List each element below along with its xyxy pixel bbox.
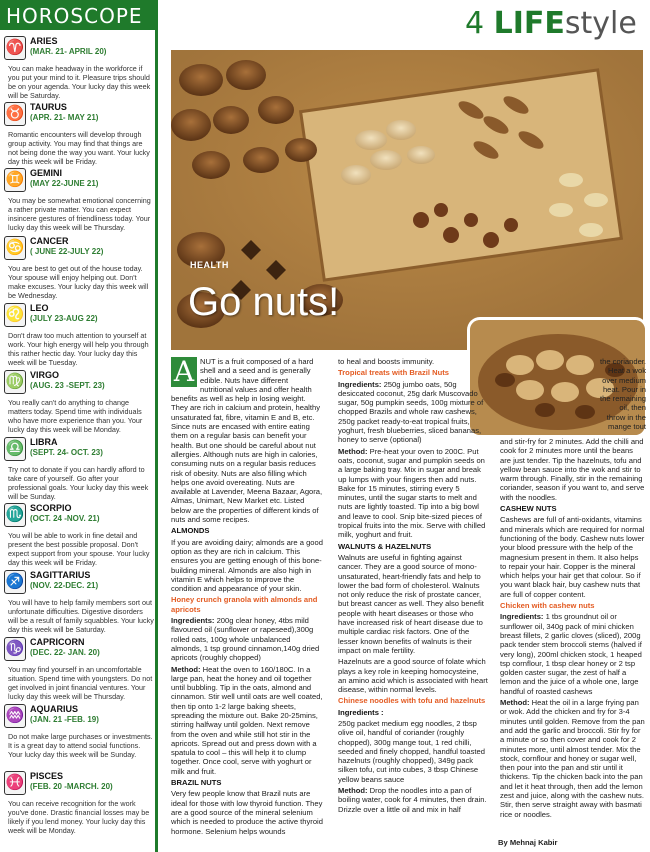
sign-dates: (OCT. 24 -NOV. 21) (30, 514, 100, 523)
paragraph (171, 665, 323, 777)
article-column-2 (338, 357, 488, 816)
paragraph (338, 786, 488, 814)
recipe-title (500, 601, 646, 610)
label: Method: (171, 664, 201, 674)
sign-dates: (JULY 23-AUG 22) (30, 314, 98, 323)
aries-icon: ♈ (4, 36, 26, 60)
label: Method: (338, 786, 368, 796)
section-brand (465, 6, 637, 41)
sign-name: VIRGO (30, 370, 60, 380)
sign-dates: (FEB. 20 -MARCH. 20) (30, 782, 113, 791)
text: Pre-heat your oven to 200C. Put oats, coconut, sugar and pumpkin seeds on a large baking tray. Mix in sugar and break up lumps with your fingers then add nuts. Bake for 15 minutes, stirring every 5 minutes, until the sugar starts to melt and nuts are lightly toasted. Tip into a big bowl and leave to cool. Snip bite-sized pieces of tropical fruits into the mix. Serve with chilled milk, yoghurt and fruit. (338, 446, 486, 540)
article-column-3-intro (600, 357, 646, 433)
paragraph (338, 447, 488, 540)
brand-life: LIFE (493, 6, 565, 41)
text: CASHEW NUTS (500, 504, 557, 514)
sign-forecast: You may find yourself in an uncomfortable situation. Spend time with youngsters. Do not get involved in joint financial ventures. Your lucky day this week will be Thursday. (8, 665, 153, 701)
text: 250g packet medium egg noodles, 2 tbsp olive oil, handful of coriander (roughly chopped), 300g mange tout, 1 red chilli, seeded and finely chopped, handful toasted hazelnuts (roughly chopped), 349g pack silken tofu, cut into cubes, 3 tbsp Chinese yellow beans sauce (338, 718, 485, 784)
brand-number: 4 (465, 6, 485, 41)
virgo-icon: ♍ (4, 370, 26, 394)
text: Heat the oven to 160/180C. In a large pan, heat the honey and oil together until bubbling. Tip in the oats, almond and cinnamon. Stir well until oats are well coated, then tip onto 1-2 large baking sheets, spreading the mixture out. Bake 20-25mins, stirring halfway until golden. Next remove from the oven and while still hot stir in the apricots. Spread out and press down with a spatula to cool – this will help it to clump together. Once cool, serve with yoghurt or milk and fruit. (171, 664, 323, 776)
sagittarius-icon: ♐ (4, 570, 26, 594)
sign-forecast: You are best to get out of the house today. Your spouse will enjoy helping out. Don't make excuses. Your lucky day this week will be Wednesday. (8, 264, 149, 300)
text: Walnuts are useful in fighting against cancer. They are a good source of mono-unsaturated, heart-friendly fats and help to lower the bad form of cholesterol. Walnuts not only reduce the risk of prostate cancer, but breast cancer as well. They also benefit people with heart diseases or those who have increased risk of heart disease due to multiple cardiac risk factors. One of the lesser known benefits of walnuts is their impact on male fertility. (338, 552, 484, 655)
text: Ingredients : (338, 707, 384, 717)
text: Tropical treats with Brazil Nuts (338, 368, 449, 378)
paragraph (338, 357, 488, 366)
sign-dates: (JAN. 21 -FEB. 19) (30, 715, 99, 724)
text: Cashews are full of anti-oxidants, vitamins and minerals which are required for normal functioning of the body. Cashew nuts lower your blood pressure with the help of the magnesium present in them. It also helps to repair your hair. Copper is the mineral which helps your hair get that colour. So if you want black hair, buy cashew nuts that are full of copper content. (500, 515, 645, 599)
text: the coriander. Heat a wok over medium heat. Pour in the remaining oil, then throw in the mange tout (600, 357, 647, 432)
section-heading (500, 504, 646, 513)
scorpio-icon: ♏ (4, 503, 26, 527)
article-column-1 (171, 357, 323, 838)
text: Honey crunch granola with almonds and apricots (171, 595, 318, 614)
text: Chicken with cashew nuts (500, 601, 595, 611)
paragraph (600, 357, 646, 431)
sign-name: CANCER (30, 236, 69, 246)
text: Heat the oil in a large frying pan or wok. Add the chicken and fry for 3-4 minutes until golden. Remove from the pan and add the garlic and broccoli. Stir fry for a minute or so then cover and cook for 2 minutes more, until almost tender. Mix the stock, cornflour and honey or sugar well, then pour into the pan and stir until it thickens. Tip the chicken back into the pan and let it heat through, then add the lemon zest and juice, along with the cashew nuts. Stir, then serve straight away with basmati rice or noodles. (500, 698, 645, 819)
sign-forecast: Romantic encounters will develop through group activity. You may find that things are not being done the way you want. Your lucky day this week will be Friday. (8, 130, 150, 166)
gemini-icon: ♊ (4, 168, 26, 192)
sign-dates: (DEC. 22- JAN. 20) (30, 648, 100, 657)
sign-forecast: You can receive recognition for the work you've done. Drastic financial losses may be likely if you lend money. Your lucky day this week will be Monday. (8, 799, 150, 835)
libra-icon: ♎ (4, 437, 26, 461)
sign-forecast: Do not make large purchases or investments. It is a great day to attend social functions. Your lucky day this week will be Sunday. (8, 732, 153, 759)
sign-name: LEO (30, 303, 49, 313)
text: to heal and boosts immunity. (338, 357, 435, 366)
label: Method: (338, 446, 368, 456)
paragraph (338, 380, 488, 445)
text: ALMONDS (171, 526, 210, 536)
text: 200g clear honey, 4tbs mild flavoured oil (sunflower or rapeseed),300g rolled oats, 100g whole unbalanced almonds, 1 tsp ground cinnamon,140g dried apricots (roughly chopped) (171, 616, 320, 663)
cancer-icon: ♋ (4, 236, 26, 260)
sign-dates: (MAY 22-JUNE 21) (30, 179, 99, 188)
text: Hazelnuts are a good source of folate which plays a key role in keeping homocysteine, an amino acid which is associated with heart disease, within normal levels. (338, 657, 488, 695)
pisces-icon: ♓ (4, 771, 26, 795)
article-column-3 (500, 437, 646, 821)
paragraph (171, 538, 323, 594)
paragraph (500, 515, 646, 599)
text: NUT is a fruit composed of a hard shell and a seed and is generally edible. Nuts have different nutritional values and offer health benefits as well as help in losing weight. They are rich in calcium and protein, healthy unsaturated fat, fibre, vitamin E and B, etc. Since nuts are encased with entire eating them on a regular basis can benefit your health. But one should be careful about nut allergies. Although nuts are high in calories, consuming nuts on a regular basis reduces risk of obesity. Nuts are also filling which helps one avoid overeating. Nuts are available at Lavender, Meena Bazaar, Agora, Almas, Unimart, New Market etc. Listed below are the properties of different kinds of nuts and some recipes. (171, 357, 323, 525)
recipe-title (338, 368, 488, 377)
leo-icon: ♌ (4, 303, 26, 327)
sign-dates: (MAR. 21- APRIL 20) (30, 47, 107, 56)
sign-forecast: Don't draw too much attention to yourself at work. Your high energy will help you through this rather hectic day. Your lucky day this week will be Tuesday. (8, 331, 149, 367)
brand-style: style (564, 6, 637, 41)
section-heading (338, 708, 488, 717)
sign-forecast: You will be able to work in fine detail and present the best possible proposal. Don't expect support from your spouse. Your lucky day this week will be Friday. (8, 531, 150, 567)
paragraph (500, 612, 646, 696)
sign-name: SAGITTARIUS (30, 570, 91, 580)
capricorn-icon: ♑ (4, 637, 26, 661)
text: Chinese noodles with tofu and hazelnuts (338, 696, 486, 706)
text: If you are avoiding dairy; almonds are a good option as they are rich in calcium. This ensures you are getting enough of this bone-building mineral. Almonds are also high in vitamin E which helps to improve the condition and appearance of your skin. (171, 537, 323, 594)
section-heading (338, 542, 488, 551)
paragraph (171, 616, 323, 662)
paragraph (338, 657, 488, 694)
recipe-title (171, 595, 323, 614)
sign-name: TAURUS (30, 102, 67, 112)
article-headline: Go nuts! (188, 280, 340, 324)
paragraph (338, 553, 488, 655)
taurus-icon: ♉ (4, 102, 26, 126)
label: Ingredients: (500, 612, 544, 622)
article-category: HEALTH (190, 260, 229, 270)
section-heading (171, 526, 323, 535)
sign-dates: (APR. 21- MAY 21) (30, 113, 99, 122)
sign-dates: ( JUNE 22-JULY 22) (30, 247, 104, 256)
recipe-title (338, 696, 488, 705)
paragraph (500, 437, 646, 502)
sign-name: CAPRICORN (30, 637, 85, 647)
label: Ingredients: (171, 616, 215, 626)
label: Method: (500, 698, 530, 708)
section-heading (171, 778, 323, 787)
text: 1 tbs groundnut oil or sunflower oil, 340g pack of mini chicken breast fillets, 2 garlic cloves (sliced), 200g pack tender stem broccoli stems (halved if very long), 200ml chicken stock, 1 heaped tsp cornflour, 1 tbsp clear honey or 2 tsp golden caster sugar, the zest of half a lemon and the juice of a whole one, large handful of roasted cashews (500, 612, 642, 696)
article-byline: By Mehnaj Kabir (498, 838, 558, 847)
text: Drop the noodles into a pan of boiling water, cook for 4 minutes, then drain. Drizzle over a little oil and mix in half (338, 786, 487, 814)
text: 250g jumbo oats, 50g desiccated coconut, 25g dark Muscovado sugar, 50g pumpkin seeds, 100g mixture of chopped Brazils and whole raw cashews, 250g packet ready-to-eat tropical fruits, yoghurt, fresh blueberries, sliced bananas, honey to serve (optional) (338, 379, 484, 445)
sign-forecast: Try not to donate if you can hardly afford to take care of yourself. Go after your professional goals. Your lucky day this week will be Sunday. (8, 465, 149, 501)
sign-forecast: You can make headway in the workforce if you put your mind to it. Pleasure trips should be on your agenda. Your lucky day this week will be Saturday. (8, 64, 151, 100)
article-dropcap: A (171, 357, 197, 387)
sign-name: AQUARIUS (30, 704, 79, 714)
sign-forecast: You will have to help family members sort out unfortunate difficulties. Digestive disorders will be a result of family squabbles. Your lucky day this week will be Saturday. (8, 598, 154, 634)
sign-name: GEMINI (30, 168, 63, 178)
sign-name: PISCES (30, 771, 64, 781)
text: Very few people know that Brazil nuts are ideal for those with low thyroid function. They are a good source of the mineral selenium which is needed to produce the active thyroid hormone. Selenium helps wounds (171, 789, 323, 836)
paragraph (338, 719, 488, 784)
horoscope-title: HOROSCOPE (0, 0, 155, 30)
label: Ingredients: (338, 379, 382, 389)
sign-name: LIBRA (30, 437, 58, 447)
sign-dates: (SEPT. 24- OCT. 23) (30, 448, 103, 457)
paragraph (500, 698, 646, 819)
sign-forecast: You may be somewhat emotional concerning a rather private matter. You can expect insincere gestures of friendliness today. Your lucky day this week will be Thursday. (8, 196, 151, 232)
sign-name: SCORPIO (30, 503, 72, 513)
horoscope-sidebar (0, 0, 158, 852)
text: and stir-fry for 2 minutes. Add the chilli and cook for 2 minutes more until the beans are just tender. Tip the hazelnuts, tofu and yellow bean sauce into the wok and stir to warm through. Finally, stir in the remaining coriander, season if you want to, and serve with the noodles. (500, 437, 645, 502)
text: WALNUTS & HAZELNUTS (338, 541, 432, 551)
sign-dates: (AUG. 23 -SEPT. 23) (30, 381, 105, 390)
aquarius-icon: ♒ (4, 704, 26, 728)
sign-forecast: You really can't do anything to change matters today. Spend time with individuals who have more experience than you. Your lucky day this week will be Monday. (8, 398, 143, 434)
text: BRAZIL NUTS (171, 778, 222, 788)
sign-name: ARIES (30, 36, 58, 46)
sign-dates: (NOV. 22-DEC. 21) (30, 581, 99, 590)
paragraph (171, 789, 323, 835)
